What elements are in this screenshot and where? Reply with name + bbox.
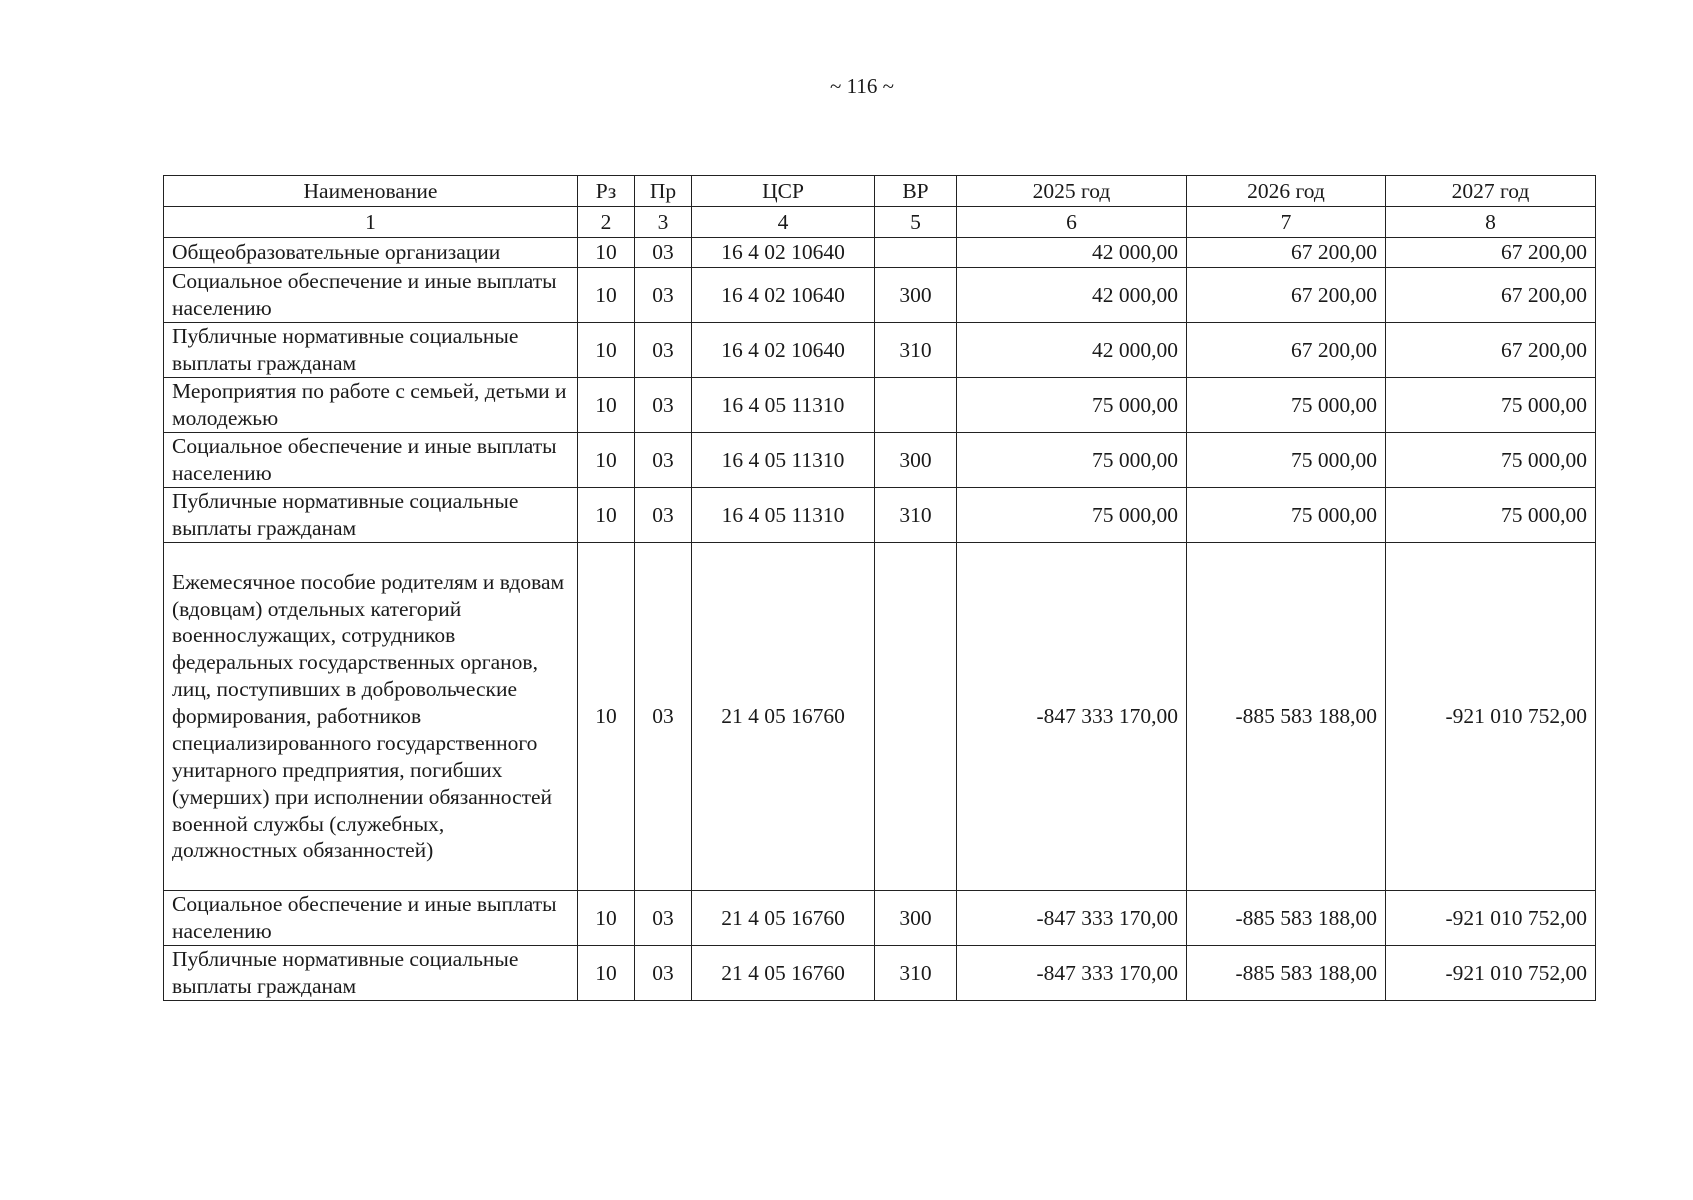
row-name: Общеобразовательные организации (164, 238, 578, 268)
row-csr: 16 4 02 10640 (692, 238, 875, 268)
row-2025: 75 000,00 (957, 488, 1187, 543)
column-number: 3 (635, 207, 692, 238)
table-row (164, 378, 1596, 433)
row-2027: 75 000,00 (1386, 378, 1596, 433)
table-row (164, 433, 1596, 488)
row-2026: 75 000,00 (1187, 378, 1386, 433)
table-row (164, 238, 1596, 268)
row-pr: 03 (635, 891, 692, 946)
row-2026: -885 583 188,00 (1187, 946, 1386, 1001)
row-vr: 300 (875, 433, 957, 488)
row-vr (875, 543, 957, 891)
header-2026: 2026 год (1187, 176, 1386, 207)
row-vr: 310 (875, 946, 957, 1001)
row-name: Социальное обеспечение и иные выплаты населению (164, 268, 578, 323)
header-rz: Рз (578, 176, 635, 207)
row-pr: 03 (635, 946, 692, 1001)
row-rz: 10 (578, 268, 635, 323)
row-rz: 10 (578, 891, 635, 946)
row-2025: 75 000,00 (957, 378, 1187, 433)
row-name: Публичные нормативные социальные выплаты гражданам (164, 946, 578, 1001)
column-number: 1 (164, 207, 578, 238)
row-name: Ежемесячное пособие родителям и вдовам (вдовцам) отдельных категорий военнослужащих, сотрудников федеральных государственных органов, лиц, поступивших в добровольческие формирования, работников специализированного государственного унитарного предприятия, погибших (умерших) при исполнении обязанностей военной службы (служебных, должностных обязанностей) (164, 543, 578, 891)
row-2025: 75 000,00 (957, 433, 1187, 488)
row-2026: 67 200,00 (1187, 238, 1386, 268)
row-name: Социальное обеспечение и иные выплаты населению (164, 433, 578, 488)
row-vr: 310 (875, 488, 957, 543)
row-2027: 75 000,00 (1386, 433, 1596, 488)
table-row (164, 268, 1596, 323)
row-name: Социальное обеспечение и иные выплаты населению (164, 891, 578, 946)
page-number: ~ 116 ~ (830, 74, 894, 98)
row-pr: 03 (635, 488, 692, 543)
row-csr: 16 4 02 10640 (692, 268, 875, 323)
row-2025: -847 333 170,00 (957, 543, 1187, 891)
row-2027: -921 010 752,00 (1386, 946, 1596, 1001)
row-2026: -885 583 188,00 (1187, 543, 1386, 891)
row-2026: 75 000,00 (1187, 433, 1386, 488)
header-csr: ЦСР (692, 176, 875, 207)
row-rz: 10 (578, 433, 635, 488)
row-2026: 75 000,00 (1187, 488, 1386, 543)
column-number: 8 (1386, 207, 1596, 238)
row-2025: -847 333 170,00 (957, 946, 1187, 1001)
column-number: 4 (692, 207, 875, 238)
column-number-row (164, 207, 1596, 238)
row-2026: -885 583 188,00 (1187, 891, 1386, 946)
header-2025: 2025 год (957, 176, 1187, 207)
row-pr: 03 (635, 323, 692, 378)
table-row (164, 323, 1596, 378)
table-row (164, 891, 1596, 946)
row-2026: 67 200,00 (1187, 323, 1386, 378)
row-name: Мероприятия по работе с семьей, детьми и молодежью (164, 378, 578, 433)
row-name: Публичные нормативные социальные выплаты гражданам (164, 323, 578, 378)
row-csr: 21 4 05 16760 (692, 946, 875, 1001)
column-number: 7 (1187, 207, 1386, 238)
header-vr: ВР (875, 176, 957, 207)
row-2025: -847 333 170,00 (957, 891, 1187, 946)
column-number: 2 (578, 207, 635, 238)
row-csr: 16 4 05 11310 (692, 488, 875, 543)
table-row (164, 488, 1596, 543)
row-vr: 300 (875, 891, 957, 946)
row-2025: 42 000,00 (957, 238, 1187, 268)
row-csr: 21 4 05 16760 (692, 891, 875, 946)
row-pr: 03 (635, 268, 692, 323)
row-csr: 21 4 05 16760 (692, 543, 875, 891)
header-2027: 2027 год (1386, 176, 1596, 207)
table-row (164, 543, 1596, 891)
header-pr: Пр (635, 176, 692, 207)
header-row (164, 176, 1596, 207)
row-rz: 10 (578, 488, 635, 543)
row-2027: 75 000,00 (1386, 488, 1596, 543)
row-rz: 10 (578, 323, 635, 378)
row-rz: 10 (578, 946, 635, 1001)
row-2027: -921 010 752,00 (1386, 543, 1596, 891)
row-2027: 67 200,00 (1386, 238, 1596, 268)
budget-table (163, 175, 1596, 1001)
row-pr: 03 (635, 238, 692, 268)
row-rz: 10 (578, 238, 635, 268)
row-pr: 03 (635, 433, 692, 488)
row-csr: 16 4 02 10640 (692, 323, 875, 378)
row-vr (875, 238, 957, 268)
row-2027: 67 200,00 (1386, 268, 1596, 323)
row-rz: 10 (578, 378, 635, 433)
row-rz: 10 (578, 543, 635, 891)
row-2027: -921 010 752,00 (1386, 891, 1596, 946)
column-number: 6 (957, 207, 1187, 238)
row-vr: 300 (875, 268, 957, 323)
row-pr: 03 (635, 378, 692, 433)
row-csr: 16 4 05 11310 (692, 378, 875, 433)
row-vr (875, 378, 957, 433)
row-2026: 67 200,00 (1187, 268, 1386, 323)
row-vr: 310 (875, 323, 957, 378)
row-name: Публичные нормативные социальные выплаты гражданам (164, 488, 578, 543)
row-2027: 67 200,00 (1386, 323, 1596, 378)
table-row (164, 946, 1596, 1001)
row-2025: 42 000,00 (957, 268, 1187, 323)
row-2025: 42 000,00 (957, 323, 1187, 378)
header-name: Наименование (164, 176, 578, 207)
row-pr: 03 (635, 543, 692, 891)
column-number: 5 (875, 207, 957, 238)
row-csr: 16 4 05 11310 (692, 433, 875, 488)
